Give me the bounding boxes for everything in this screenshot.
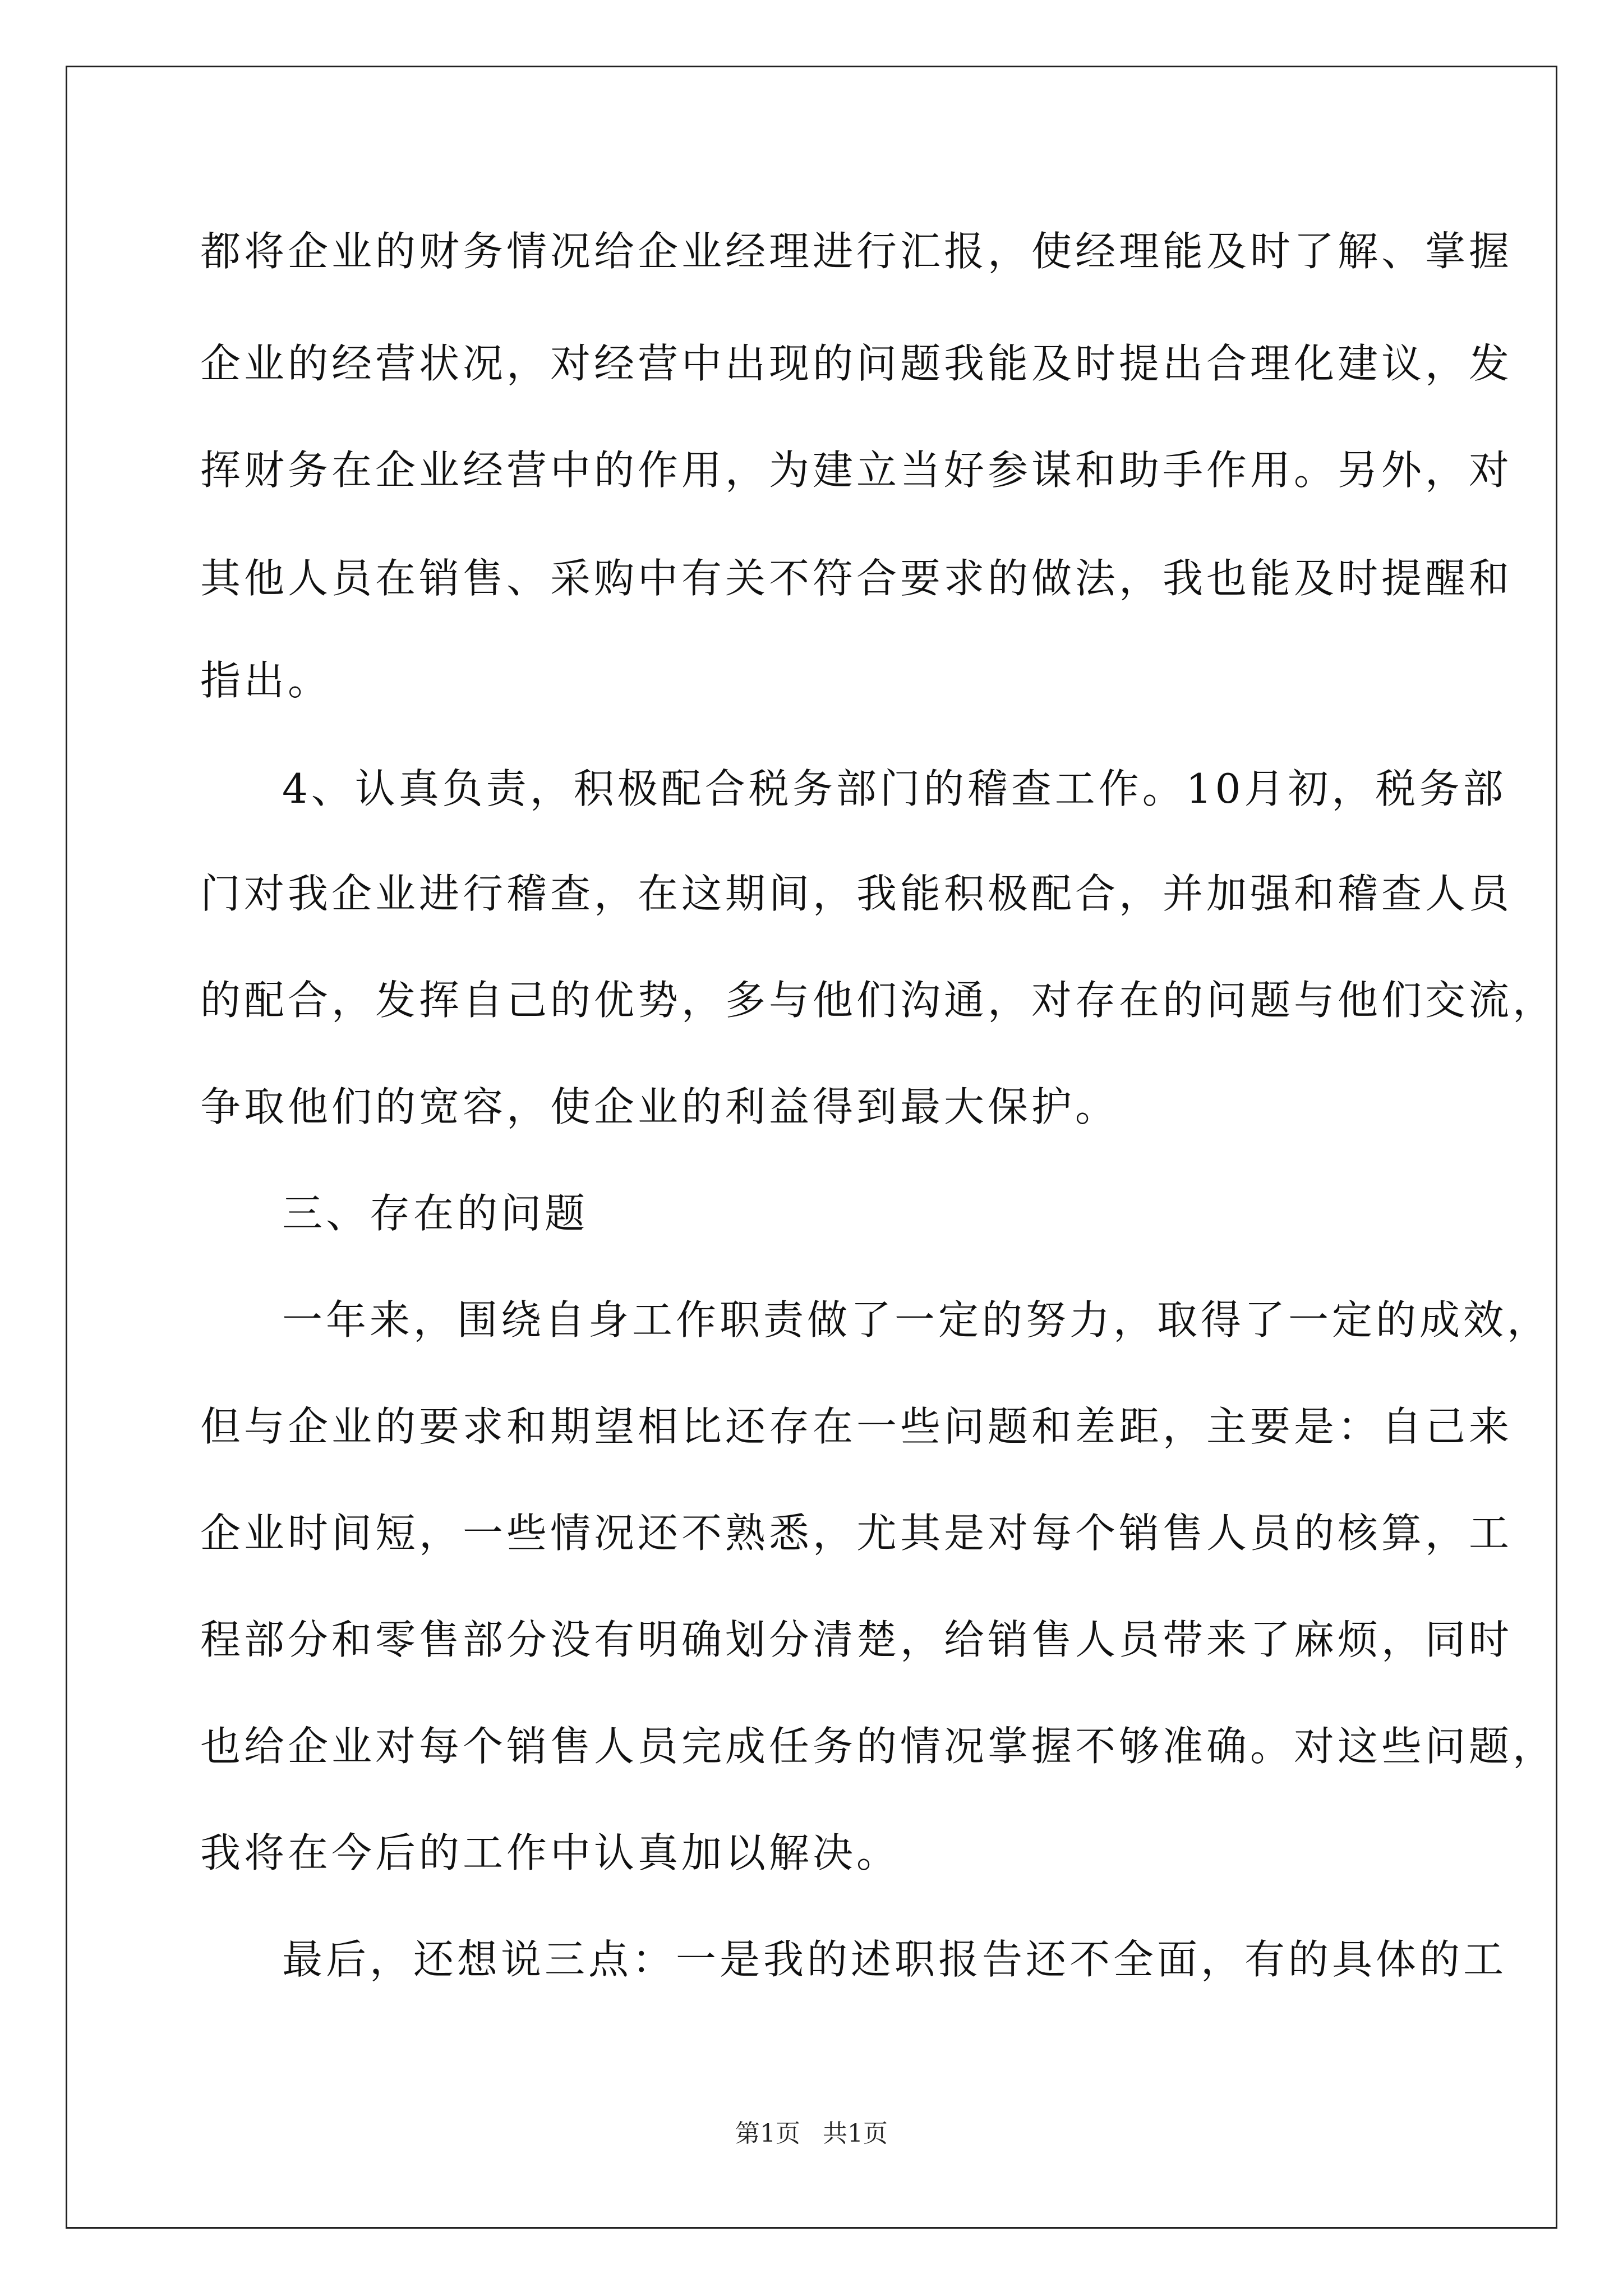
text-line: 指出。: [200, 657, 332, 704]
text-line: 4、认真负责，积极配合税务部门的稽查工作。10月初，税务部: [282, 765, 1507, 812]
text-line: 企业时间短，一些情况还不熟悉，尤其是对每个销售人员的核算，工: [200, 1510, 1513, 1557]
text-line: 我将在今后的工作中认真加以解决。: [200, 1829, 901, 1876]
text-line: 企业的经营状况，对经营中出现的问题我能及时提出合理化建议，发: [200, 340, 1513, 387]
page-number: 第1页: [735, 2119, 800, 2148]
text-line: 争取他们的宽容，使企业的利益得到最大保护。: [200, 1083, 1119, 1130]
text-line: 最后，还想说三点：一是我的述职报告还不全面，有的具体的工: [282, 1936, 1507, 1983]
text-line: 门对我企业进行稽查，在这期间，我能积极配合，并加强和稽查人员: [200, 870, 1513, 917]
text-line: 挥财务在企业经营中的作用，为建立当好参谋和助手作用。另外，对: [200, 447, 1513, 494]
text-line: 的配合，发挥自己的优势，多与他们沟通，对存在的问题与他们交流，: [200, 977, 1557, 1024]
text-line: 也给企业对每个销售人员完成任务的情况掌握不够准确。对这些问题，: [200, 1723, 1557, 1770]
text-line: 一年来，围绕自身工作职责做了一定的努力，取得了一定的成效，: [282, 1296, 1551, 1343]
page-footer: [0, 2118, 1623, 2150]
text-line: 但与企业的要求和期望相比还存在一些问题和差距，主要是：自己来: [200, 1403, 1513, 1450]
text-line: 程部分和零售部分没有明确划分清楚，给销售人员带来了麻烦，同时: [200, 1616, 1513, 1663]
section-heading: 三、存在的问题: [282, 1190, 589, 1237]
text-line: 其他人员在销售、采购中有关不符合要求的做法，我也能及时提醒和: [200, 555, 1513, 602]
page-total: 共1页: [823, 2119, 888, 2148]
text-line: 都将企业的财务情况给企业经理进行汇报，使经理能及时了解、掌握: [200, 228, 1513, 275]
